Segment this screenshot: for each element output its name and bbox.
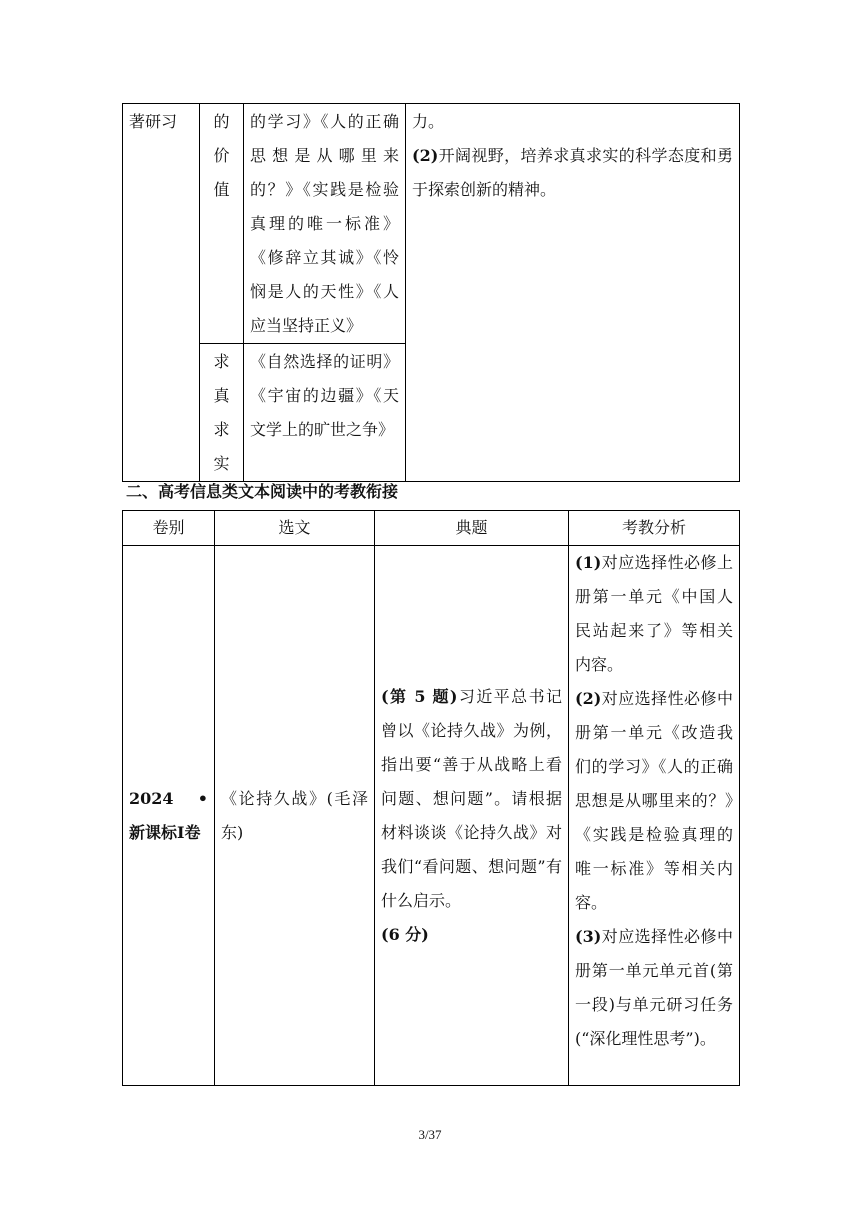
value-label-cell: 的价值 — [200, 104, 244, 344]
question-score: (6 分) — [381, 924, 429, 944]
question-number: (第 5 题) — [381, 686, 458, 706]
analysis-1-text: 对应选择性必修上册第一单元《中国人民站起来了》等相关内容。 — [575, 553, 733, 674]
header-text: 选文 — [215, 511, 375, 546]
volume-cell: 2024 • 新课标Ⅰ卷 — [123, 546, 215, 1086]
study-task-table — [122, 103, 740, 482]
section-title: 二、高考信息类文本阅读中的考教衔接 — [126, 482, 399, 501]
goal-line-1: 力。 — [412, 112, 445, 131]
truth-label-cell: 求真求实 — [200, 344, 244, 482]
analysis-2-text: 对应选择性必修中册第一单元《改造我们的学习》《人的正确思想是从哪里来的？》《实践是检验真理的唯一标准》等相关内容。 — [575, 689, 733, 912]
question-cell — [375, 546, 569, 1086]
goal-cell — [406, 104, 740, 482]
analysis-3-number: (3) — [575, 927, 602, 946]
analysis-3-text: 对应选择性必修中册第一单元单元首(第一段)与单元研习任务(“深化理性思考”)。 — [575, 927, 733, 1048]
analysis-cell — [569, 546, 740, 1086]
analysis-1-number: (1) — [575, 553, 602, 572]
page-number: 3/37 — [418, 1127, 442, 1142]
goal-2-text: 开阔视野，培养求真求实的科学态度和勇于探索创新的精神。 — [412, 146, 733, 199]
question-text: 习近平总书记曾以《论持久战》为例，指出要“善于从战略上看问题、想问题”。请根据材料谈谈《论持久战》对我们“看问题、想问题”有什么启示。 — [381, 686, 562, 910]
truth-texts-cell: 《自然选择的证明》《宇宙的边疆》《天文学上的旷世之争》 — [244, 344, 406, 482]
goal-2-number: (2) — [412, 146, 439, 165]
analysis-2-number: (2) — [575, 689, 602, 708]
value-texts-cell: 的学习》《人的正确思想是从哪里来的？》《实践是检验真理的唯一标准》《修辞立其诚》《怜悯是人的天性》《人应当坚持正义》 — [244, 104, 406, 344]
header-volume: 卷别 — [123, 511, 215, 546]
header-question: 典题 — [375, 511, 569, 546]
selected-text-cell: 《论持久战》(毛泽东) — [215, 546, 375, 1086]
task-name-cell: 著研习 — [123, 104, 200, 482]
header-analysis: 考教分析 — [569, 511, 740, 546]
exam-link-table — [122, 510, 740, 1086]
